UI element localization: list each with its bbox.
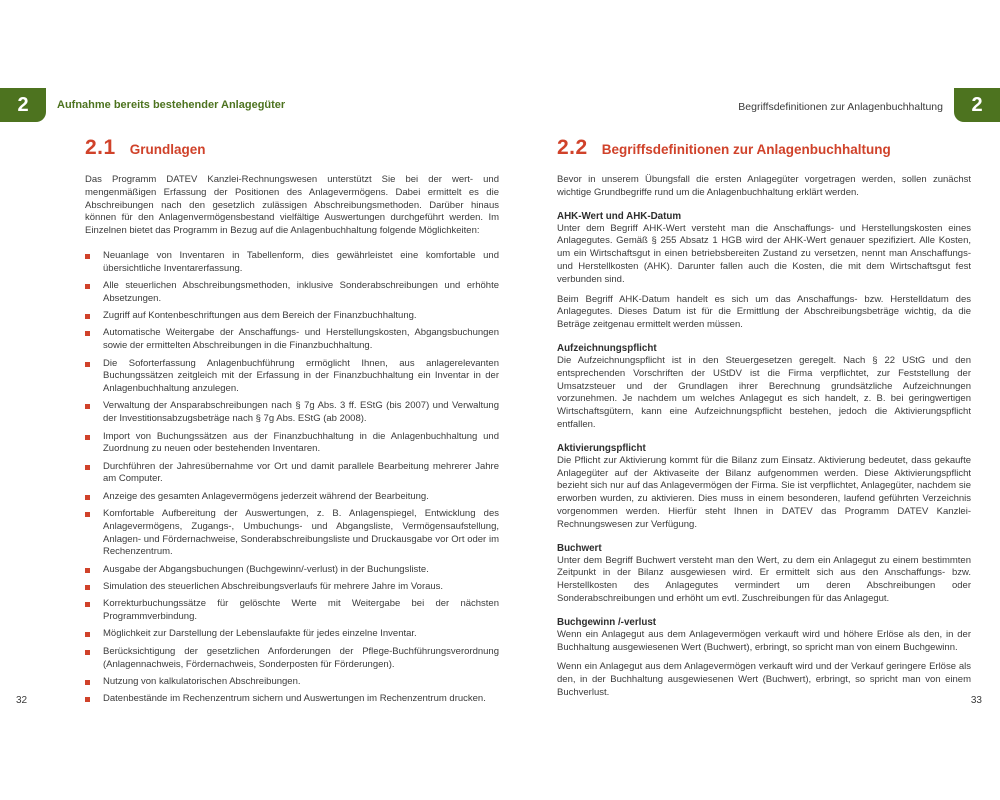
list-item: Die Soforterfassung Anlagenbuchführung ermöglicht Ihnen, aus anlagerelevanten Buchungssätzen zeitgleich mit der Erfassung in der Finanzbuchhaltung ein Inventar in der Anlagenbuchhaltung anzulegen. — [85, 358, 499, 396]
page-number-right: 33 — [970, 695, 982, 706]
list-item: Anzeige des gesamten Anlagevermögens jederzeit während der Bearbeitung. — [85, 491, 499, 504]
bullet-square-icon — [85, 632, 90, 637]
bullet-square-icon — [85, 404, 90, 409]
left-page-content — [85, 136, 499, 710]
definition-heading: Buchwert — [557, 542, 602, 554]
feature-bullet-list — [85, 250, 499, 706]
list-item: Durchführen der Jahresübernahme vor Ort und damit parallele Bearbeitung mehrerer Jahre am Computer. — [85, 461, 499, 487]
definition-ahk-wert — [557, 211, 971, 332]
bullet-square-icon — [85, 697, 90, 702]
running-header-left: Aufnahme bereits bestehender Anlagegüter — [57, 99, 286, 111]
list-item: Automatische Weitergabe der Anschaffungs- und Herstellungskosten, Abgangsbuchungen sowie der ermittelten Abschreibungen in die Finanzbuchhaltung. — [85, 327, 499, 353]
list-item: Ausgabe der Abgangsbuchungen (Buchgewinn/-verlust) in der Buchungsliste. — [85, 564, 499, 577]
list-item: Möglichkeit zur Darstellung der Lebenslaufakte für jedes einzelne Inventar. — [85, 628, 499, 641]
bullet-square-icon — [85, 568, 90, 573]
section-heading-2-1 — [85, 136, 499, 160]
bullet-square-icon — [85, 512, 90, 517]
list-item: Komfortable Aufbereitung der Auswertungen, z. B. Anlagenspiegel, Entwicklung des Anlagevermögens, Zugangs-, Umbuchungs- und Abgangsliste, Vermögensaufstellung, Anlagen- und Fördernachweise, Sonderabschreibungsliste und Druckausgabe vor Ort oder im Rechenzentrum. — [85, 508, 499, 559]
definition-aktivierungspflicht — [557, 443, 971, 532]
list-item: Alle steuerlichen Abschreibungsmethoden, inklusive Sonderabschreibungen und erhöhte Absetzungen. — [85, 280, 499, 306]
section-title: Grundlagen — [129, 142, 206, 157]
definition-paragraph: Unter dem Begriff Buchwert versteht man den Wert, zu dem ein Anlagegut zu einem bestimmten Zeitpunkt in der Bilanz ausgewiesen wird. Er ermittelt sich aus den Anschaffungs- bzw. Herstellkosten des Anlagegutes vermindert um deren Abschreibungen oder Sonderabschreibungen und erhöht um evtl. Zuschreibungen für das Anlagegut. — [557, 554, 971, 604]
bullet-square-icon — [85, 331, 90, 336]
definition-paragraph: Unter dem Begriff AHK-Wert versteht man die Anschaffungs- und Herstellungskosten eines Anlagegutes. Gemäß § 255 Absatz 1 HGB wird der AHK-Wert genauer spezifiziert. Alle Kosten, um ein Wirtschaftsgut in einen betriebsbereiten Zustand zu versetzen, nennt man Anschaffungs- und Herstellkosten (AHK). Darunter fallen auch die Kosten, die mit dem Wirtschaftsgut fest verbunden sind. — [557, 222, 971, 285]
bullet-square-icon — [85, 650, 90, 655]
definition-heading: Aktivierungspflicht — [557, 442, 646, 454]
bullet-square-icon — [85, 362, 90, 367]
bullet-square-icon — [85, 495, 90, 500]
intro-paragraph: Bevor in unserem Übungsfall die ersten Anlagegüter vorgetragen werden, sollen zunächst wichtige Grundbegriffe rund um die Anlagenbuchhaltung erklärt werden. — [557, 174, 971, 198]
definition-buchwert — [557, 543, 971, 606]
list-item: Simulation des steuerlichen Abschreibungsverlaufs für mehrere Jahre im Voraus. — [85, 581, 499, 594]
bullet-square-icon — [85, 465, 90, 470]
list-item: Nutzung von kalkulatorischen Abschreibungen. — [85, 676, 499, 689]
list-item: Zugriff auf Kontenbeschriftungen aus dem Bereich der Finanzbuchhaltung. — [85, 310, 499, 323]
chapter-tab-left — [0, 88, 46, 122]
chapter-number-left: 2 — [17, 93, 29, 116]
definition-heading: Aufzeichnungspflicht — [557, 342, 657, 354]
bullet-square-icon — [85, 254, 90, 259]
definition-paragraph: Die Pflicht zur Aktivierung kommt für die Bilanz zum Einsatz. Aktivierung bedeutet, dass gekaufte Anlagegüter auf der Aktivaseite der Bilanz aufgenommen werden. Diese Aktivierungspflicht bezieht sich nur auf das Anlagevermögen der Firma. Sie ist verpflichtet, Anlagegüter, nachdem sie erworben wurden, zu aktivieren. Dies muss in einem besonderen, laufend geführten Verzeichnis vorgenommen werden. Hierfür steht Ihnen in DATEV das Programm DATEV Kanzlei-Rechnungswesen zur Verfügung. — [557, 454, 971, 530]
chapter-number-right: 2 — [971, 93, 983, 116]
section-number: 2.1 — [85, 136, 116, 159]
definition-buchgewinn-verlust — [557, 617, 971, 700]
chapter-tab-right — [954, 88, 1000, 122]
section-number: 2.2 — [557, 136, 588, 159]
bullet-square-icon — [85, 435, 90, 440]
bullet-square-icon — [85, 602, 90, 607]
definition-paragraph: Wenn ein Anlagegut aus dem Anlagevermögen verkauft wird und höhere Erlöse als den, in der Buchhaltung ausgewiesenen Wert (Buchwert), erbringt, so spricht man von einem Buchgewinn. — [557, 628, 971, 653]
list-item: Import von Buchungssätzen aus der Finanzbuchhaltung in die Anlagenbuchhaltung und Zuordnung zu neuen oder bestehenden Inventaren. — [85, 431, 499, 457]
page-number-left: 32 — [16, 695, 28, 706]
bullet-square-icon — [85, 284, 90, 289]
definition-paragraph: Die Aufzeichnungspflicht ist in den Steuergesetzen geregelt. Nach § 22 UStG und den entsprechenden Vorschriften der UStDV ist die Firma verpflichtet, zur Feststellung der Umsatzsteuer und der Grundlagen ihrer Berechnung grundsätzliche Aufzeichnungen vorzunehmen. Je nachdem um welches Anlagegut es sich handelt, z. B. bei geringwertigen Wirtschaftsgütern, kann eine Aufzeichnungspflicht bestehen, jedoch die Aktivierungspflicht entfallen. — [557, 354, 971, 430]
section-title: Begriffsdefinitionen zur Anlagenbuchhaltung — [601, 142, 891, 157]
definition-heading: AHK-Wert und AHK-Datum — [557, 210, 682, 222]
intro-paragraph: Das Programm DATEV Kanzlei-Rechnungswesen unterstützt Sie bei der wert- und mengenmäßigen Erfassung der Positionen des Anlagevermögens. Dabei ermittelt es die Abschreibungen nach den gesetzlich zulässigen Abschreibungsmethoden. Darüber hinaus können für den Anlagenvermögensbestand vielfältige Auswertungen durchgeführt werden. Im Einzelnen bietet das Programm in Bezug auf die Anlagenbuchhaltung folgende Möglichkeiten: — [85, 174, 499, 237]
definition-heading: Buchgewinn /-verlust — [557, 616, 657, 628]
list-item: Berücksichtigung der gesetzlichen Anforderungen der Pflege-Buchführungsverordnung (Anlagennachweis, Fördernachweis, Sonderposten für Förderungen). — [85, 646, 499, 672]
definition-aufzeichnungspflicht — [557, 343, 971, 432]
definition-paragraph: Wenn ein Anlagegut aus dem Anlagevermögen verkauft wird und der Verkauf geringere Erlöse als den, in der Buchhaltung ausgewiesenen Wert (Buchwert), erbringt, so spricht man von einem Buchverlust. — [557, 661, 971, 698]
bullet-square-icon — [85, 314, 90, 319]
list-item: Neuanlage von Inventaren in Tabellenform, dies gewährleistet eine komfortable und übersichtliche Inventarerfassung. — [85, 250, 499, 276]
bullet-square-icon — [85, 680, 90, 685]
list-item: Datenbestände im Rechenzentrum sichern und Auswertungen im Rechenzentrum drucken. — [85, 693, 499, 706]
definition-paragraph: Beim Begriff AHK-Datum handelt es sich um das Anschaffungs- bzw. Herstelldatum des Anlagegutes. Dieses Datum ist für die Ermittlung der Abschreibungsbeträge wichtig, da die Beträge zeitgenau ermittelt werden müssen. — [557, 293, 971, 331]
list-item: Verwaltung der Ansparabschreibungen nach § 7g Abs. 3 ff. EStG (bis 2007) und Verwaltung der Investitionsabzugsbeträge nach § 7g Abs. EStG (ab 2008). — [85, 400, 499, 426]
list-item: Korrekturbuchungssätze für gelöschte Werte mit Weitergabe bei der nächsten Programmverbindung. — [85, 598, 499, 624]
running-header-right: Begriffsdefinitionen zur Anlagenbuchhaltung — [738, 101, 943, 113]
right-page-content — [557, 136, 971, 707]
section-heading-2-2 — [557, 136, 971, 160]
bullet-square-icon — [85, 585, 90, 590]
